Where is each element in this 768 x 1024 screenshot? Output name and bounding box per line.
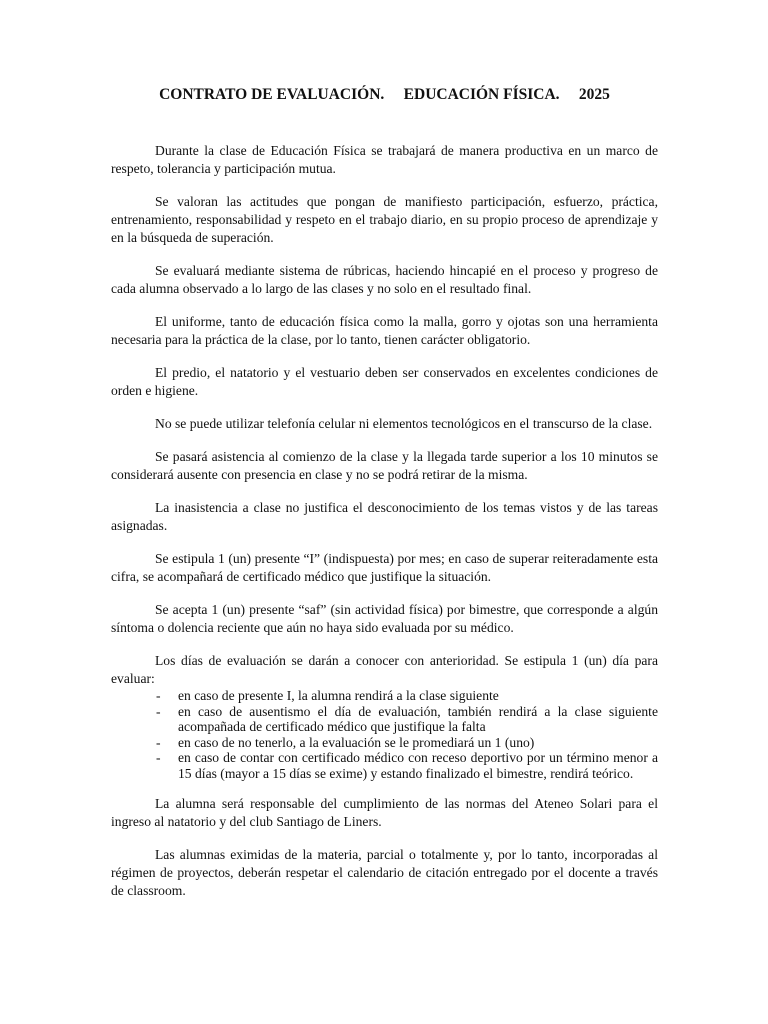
list-item-text: en caso de presente I, la alumna rendirá a la clase siguiente [178, 688, 499, 703]
paragraph-saf: Se acepta 1 (un) presente “saf” (sin actividad física) por bimestre, que corresponde a algún síntoma o dolencia reciente que aún no haya sido evaluada por su médico. [111, 602, 658, 635]
dash-marker: - [156, 734, 161, 750]
dash-marker: - [156, 750, 161, 765]
list-item [156, 688, 658, 704]
list-item-text: en caso de ausentismo el día de evaluación, también rendirá a la clase siguiente acompañada de certificado médico que justifique la falta [178, 703, 658, 734]
paragraph-class-conduct: Durante la clase de Educación Física se trabajará de manera productiva en un marco de respeto, tolerancia y participación mutua. [111, 143, 658, 176]
paragraph-evaluation-intro: Los días de evaluación se darán a conocer con anterioridad. Se estipula 1 (un) día para evaluar: [111, 653, 658, 686]
paragraph-indisposed: Se estipula 1 (un) presente “I” (indispuesta) por mes; en caso de superar reiteradamente esta cifra, se acompañará de certificado médico que justifique la situación. [111, 551, 658, 584]
document-title: CONTRATO DE EVALUACIÓN. EDUCACIÓN FÍSICA. 2025 [159, 86, 610, 103]
paragraph-facilities: El predio, el natatorio y el vestuario deben ser conservados en excelentes condiciones de orden e higiene. [111, 365, 658, 398]
paragraph-uniform: El uniforme, tanto de educación física como la malla, gorro y ojotas son una herramienta necesaria para la práctica de la clase, por lo tanto, tienen carácter obligatorio. [111, 314, 658, 347]
paragraph-attendance: Se pasará asistencia al comienzo de la clase y la llegada tarde superior a los 10 minutos se considerará ausente con presencia en clase y no se podrá retirar de la misma. [111, 449, 658, 482]
list-item [156, 703, 658, 735]
paragraph-absence: La inasistencia a clase no justifica el desconocimiento de los temas vistos y de las tareas asignadas. [111, 500, 658, 533]
dash-marker: - [156, 688, 161, 703]
list-item-text: en caso de contar con certificado médico con receso deportivo por un término menor a 15 días (mayor a 15 días se exime) y estando finalizado el bimestre, rendirá teórico. [178, 750, 658, 781]
list-item [156, 750, 658, 781]
paragraph-ateneo-rules: La alumna será responsable del cumplimiento de las normas del Ateneo Solari para el ingreso al natatorio y del club Santiago de Liners. [111, 796, 658, 829]
evaluation-list [111, 688, 658, 781]
paragraph-exempt-students: Las alumnas eximidas de la materia, parcial o totalmente y, por lo tanto, incorporadas al régimen de proyectos, deberán respetar el calendario de citación entregado por el docente a través de classroom. [111, 847, 658, 898]
list-item [156, 734, 658, 751]
paragraph-phones: No se puede utilizar telefonía celular ni elementos tecnológicos en el transcurso de la clase. [155, 416, 653, 431]
paragraph-rubrics: Se evaluará mediante sistema de rúbricas, haciendo hincapié en el proceso y progreso de cada alumna observado a lo largo de las clases y no solo en el resultado final. [111, 263, 658, 296]
paragraph-attitudes: Se valoran las actitudes que pongan de manifiesto participación, esfuerzo, práctica, entrenamiento, responsabilidad y respeto en el trabajo diario, en su propio proceso de aprendizaje y en la búsqueda de superación. [111, 194, 658, 245]
list-item-text: en caso de no tenerlo, a la evaluación se le promediará un 1 (uno) [178, 734, 535, 750]
dash-marker: - [156, 703, 161, 719]
